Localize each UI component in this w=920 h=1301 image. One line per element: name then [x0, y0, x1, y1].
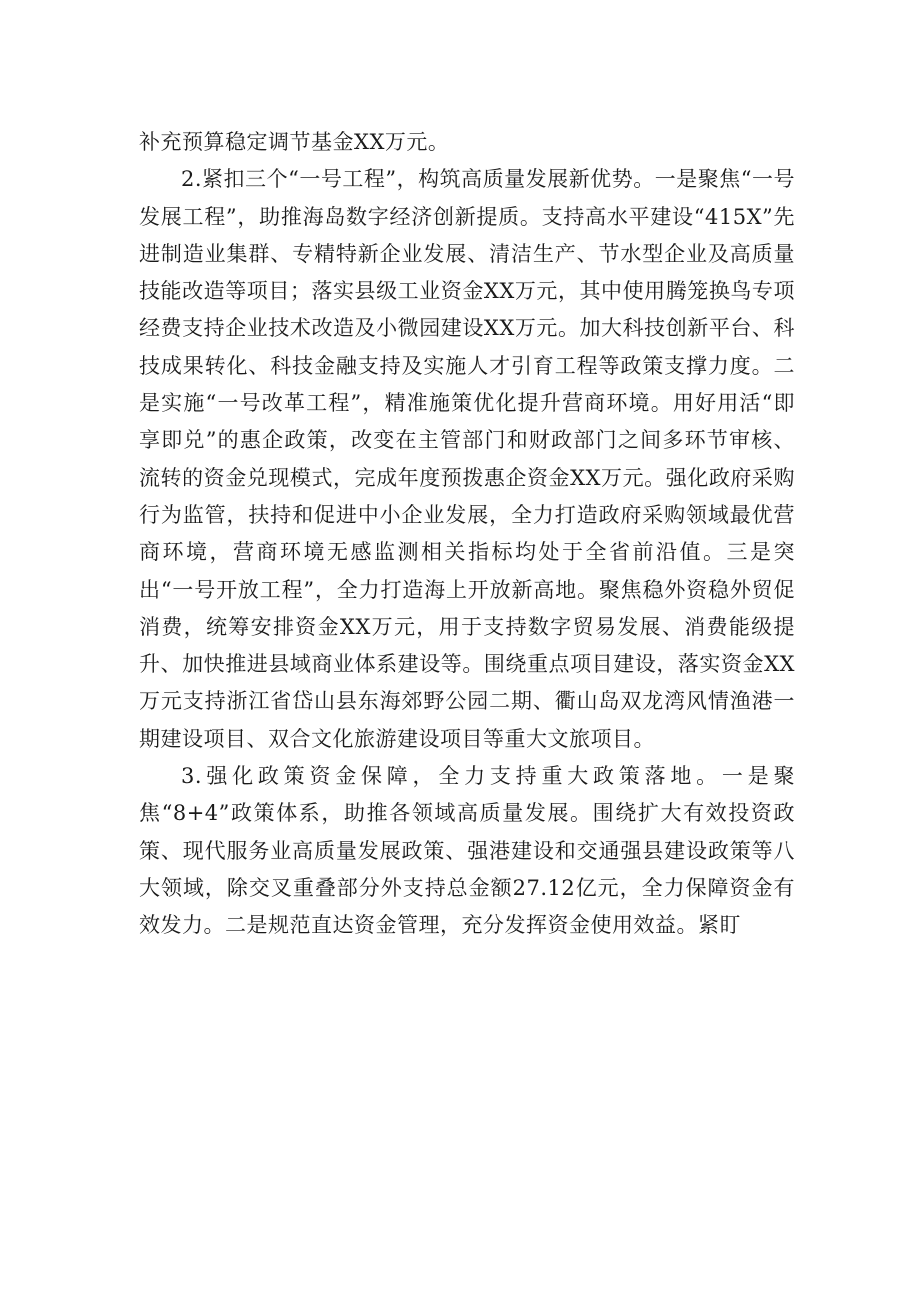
paragraph-continuation: 补充预算稳定调节基金XX万元。: [139, 130, 450, 154]
document-body: [139, 124, 795, 945]
paragraph-item-2: 2.紧扣三个“一号工程”，构筑高质量发展新优势。一是聚焦“一号发展工程”，助推海岛数字经济创新提质。支持高水平建设“415X”先进制造业集群、专精特新企业发展、清洁生产、节水型企业及高质量技能改造等项目；落实县级工业资金XX万元，其中使用腾笼换鸟专项经费支持企业技术改造及小微园建设XX万元。加大科技创新平台、科技成果转化、科技金融支持及实施人才引育工程等政策支撑力度。二是实施“一号改革工程”，精准施策优化提升营商环境。用好用活“即享即兑”的惠企政策，改变在主管部门和财政部门之间多环节审核、流转的资金兑现模式，完成年度预拨惠企资金XX万元。强化政府采购行为监管，扶持和促进中小企业发展，全力打造政府采购领域最优营商环境，营商环境无感监测相关指标均处于全省前沿值。三是突出“一号开放工程”，全力打造海上开放新高地。聚焦稳外资稳外贸促消费，统筹安排资金XX万元，用于支持数字贸易发展、消费能级提升、加快推进县域商业体系建设等。围绕重点项目建设，落实资金XX万元支持浙江省岱山县东海郊野公园二期、衢山岛双龙湾风情渔港一期建设项目、双合文化旅游建设项目等重大文旅项目。: [139, 167, 795, 751]
paragraph-item-3: 3.强化政策资金保障，全力支持重大政策落地。一是聚焦“8+4”政策体系，助推各领域高质量发展。围绕扩大有效投资政策、现代服务业高质量发展政策、强港建设和交通强县建设政策等八大领域，除交叉重叠部分外支持总金额27.12亿元，全力保障资金有效发力。二是规范直达资金管理，充分发挥资金使用效益。紧盯: [139, 764, 795, 938]
